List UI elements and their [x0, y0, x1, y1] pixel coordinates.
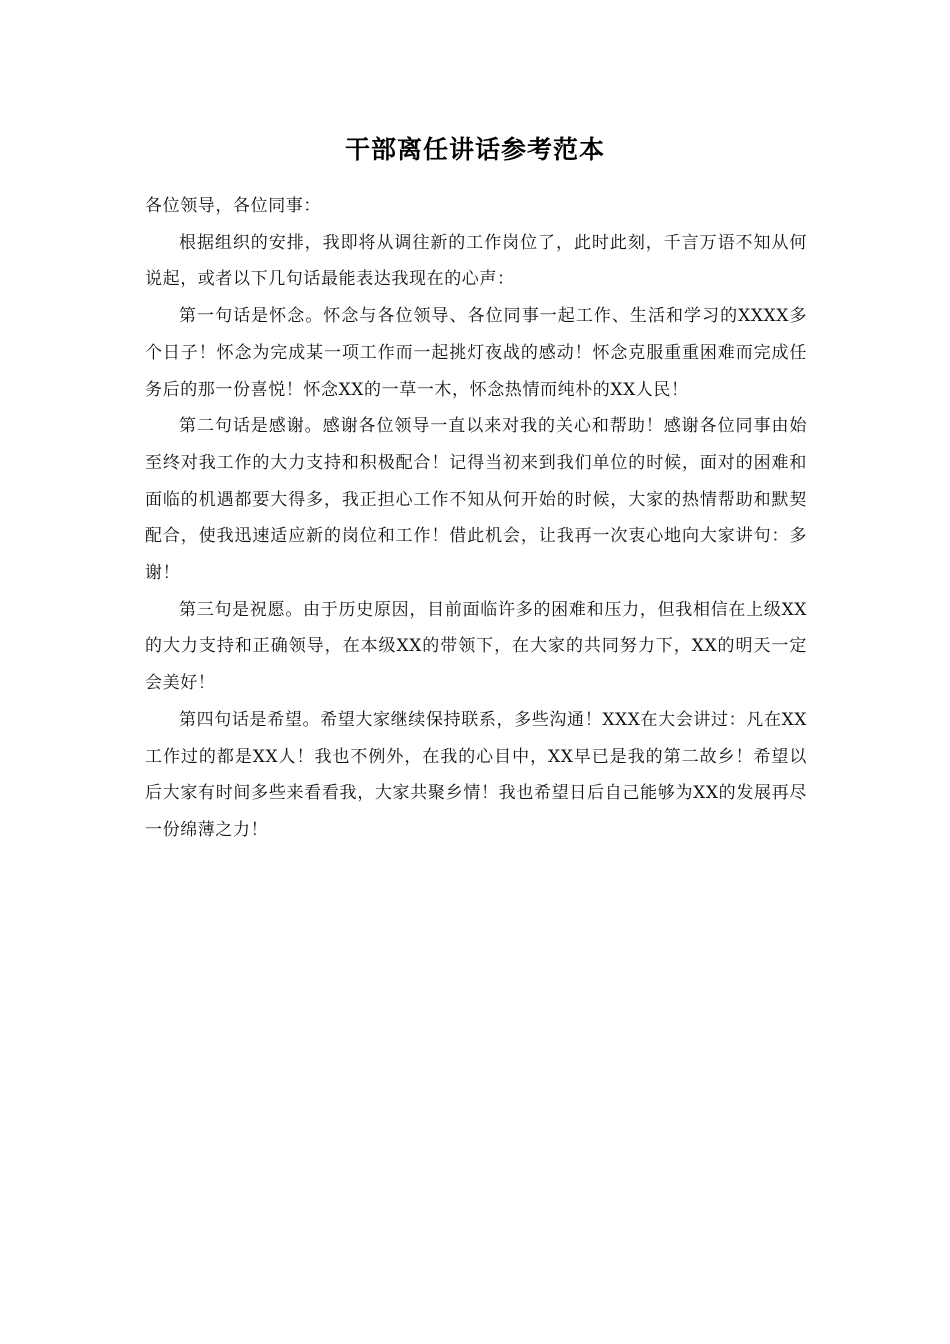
paragraph-wishes: 第三句是祝愿。由于历史原因，目前面临许多的困难和压力，但我相信在上级XX的大力支持和正确领导，在本级XX的带领下，在大家的共同努力下，XX的明天一定会美好！	[145, 599, 807, 694]
paragraph-intro: 根据组织的安排，我即将从调往新的工作岗位了，此时此刻，千言万语不知从何说起，或者以下几句话最能表达我现在的心声：	[145, 232, 807, 290]
paragraph-gratitude: 第二句话是感谢。感谢各位领导一直以来对我的关心和帮助！感谢各位同事由始至终对我工作的大力支持和积极配合！记得当初来到我们单位的时候，面对的困难和面临的机遇都要大得多，我正担心工作不知从何开始的时候，大家的热情帮助和默契配合，使我迅速适应新的岗位和工作！借此机会，让我再一次衷心地向大家讲句：多谢！	[145, 416, 807, 584]
document-body	[145, 188, 807, 849]
salutation: 各位领导，各位同事：	[145, 196, 321, 216]
paragraph-remembrance: 第一句话是怀念。怀念与各位领导、各位同事一起工作、生活和学习的XXXX多个日子！怀念为完成某一项工作而一起挑灯夜战的感动！怀念克服重重困难而完成任务后的那一份喜悦！怀念XX的一草一木，怀念热情而纯朴的XX人民！	[145, 306, 807, 400]
document-title: 干部离任讲话参考范本	[344, 135, 605, 164]
paragraph-hopes: 第四句话是希望。希望大家继续保持联系，多些沟通！XXX在大会讲过：凡在XX工作过的都是XX人！我也不例外，在我的心目中，XX早已是我的第二故乡！希望以后大家有时间多些来看看我，大家共聚乡情！我也希望日后自己能够为XX的发展再尽一份绵薄之力！	[145, 709, 807, 840]
